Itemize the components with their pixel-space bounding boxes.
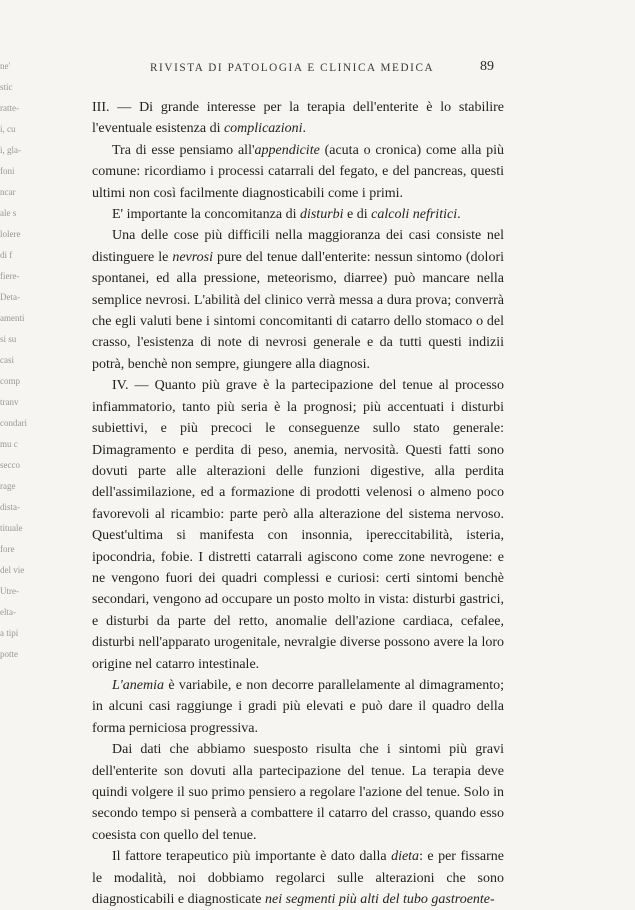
paragraph: [92, 204, 504, 225]
body-text: [92, 97, 504, 910]
text-run: E' importante la concomitanza di: [112, 207, 300, 223]
text-run: Dai dati che abbiamo suesposto risulta che i sintomi più gravi dell'enterite son dovuti alla partecipazione del tenue. La terapia deve quindi volgere il suo primo pensiero a regolare l'azione del tenue. Solo in secondo tempo si penserà a combattere il catarro del crasso, quando esso coesista con quello del tenue.: [92, 742, 504, 843]
text-run: IV. — Quanto più grave è la partecipazione del tenue al processo infiammatorio, tanto più seria è la prognosi; più accentuati i disturbi subiettivi, e più precoci le conseguenze sullo stato generale: Dimagramento e perdita di peso, anemia, nervosità. Questi fatti sono dovuti parte alle alterazioni delle funzioni digestive, alla perdita dell'assimilazione, ed a formazione di prodotti velenosi o almeno poco favorevoli al ricambio: parte però alla alterazione del sistema nervoso. Quest'ultima si manifesta con insonnia, ipereccitabilità, isteria, ipocondria, fobie. I distretti catarrali agiscono come zone nevrogene: e ne vengono fuori dei quadri complessi e curiosi: certi sintomi benchè secondari, vengono ad occupare un posto molto in vista: disturbi gastrici, e disturbi da parte del retto, anomalie dell'azione cardiaca, cefalee, disturbi nell'apparato urogenitale, nevralgie diverse possono avere la loro origine nel catarro intestinale.: [92, 378, 504, 672]
margin-fragment: ncar: [0, 187, 16, 197]
running-header: RIVISTA DI PATOLOGIA E CLINICA MEDICA: [150, 62, 435, 74]
text-run: pure del tenue dall'enterite: nessun sintomo (dolori spontanei, ed alla pressione, meteorismo, diarree) può mancare nella semplice nevrosi. L'abilità del clinico verrà messa a dura prova; converrà che egli valuti bene i sintomi concomitanti di catarro dello stomaco o del crasso, l'esistenza di note di nevrosi generale e da tutti questi indizii potrà, benchè non sempre, giungere alla diagnosi.: [92, 249, 504, 372]
margin-fragment: rage: [0, 481, 16, 491]
text-run: (acuta o cronica) come alla più comune: ricordiamo i processi catarrali del fegato, e del pancreas, questi ultimi non così facilmente diagnosticabili come i primi.: [92, 142, 504, 201]
margin-bleed-text: [0, 60, 34, 820]
margin-fragment: condari: [0, 418, 27, 428]
paragraph: [92, 225, 504, 375]
text-run: III. — Di grande interesse per la terapia dell'enterite è lo stabilire l'eventuale esistenza di: [92, 100, 504, 137]
margin-fragment: lolere: [0, 229, 21, 239]
paragraph: [92, 675, 504, 739]
margin-fragment: fore: [0, 544, 15, 554]
margin-fragment: stic: [0, 82, 13, 92]
text-run: .: [302, 121, 307, 137]
text-run: : e per fissarne le modalità, noi dobbiamo regolarci sulle alterazioni che sono diagnosticabili e diagnosticate: [92, 849, 504, 908]
margin-fragment: mu c: [0, 439, 18, 449]
paragraph: [92, 97, 504, 140]
paragraph: [92, 846, 504, 910]
margin-fragment: fiere-: [0, 271, 20, 281]
margin-fragment: casi: [0, 355, 14, 365]
margin-fragment: i, gla-: [0, 145, 21, 155]
italic-run: nevrosi: [172, 249, 214, 265]
margin-fragment: foni: [0, 166, 15, 176]
margin-fragment: secco: [0, 460, 20, 470]
page-number: 89: [480, 59, 494, 74]
margin-fragment: amenti: [0, 313, 25, 323]
italic-run: disturbi: [299, 207, 344, 223]
margin-fragment: di f: [0, 250, 13, 260]
italic-run: appendicite: [254, 142, 320, 158]
italic-run: calcoli nefritici: [371, 207, 458, 223]
italic-run: complicazioni: [223, 121, 303, 137]
margin-fragment: tranv: [0, 397, 19, 407]
margin-fragment: tituale: [0, 523, 23, 533]
margin-fragment: dista-: [0, 502, 20, 512]
paragraph: [92, 375, 504, 675]
text-run: e di: [343, 207, 372, 223]
text-run: Una delle cose più difficili nella maggioranza dei casi consiste nel distinguere le: [92, 228, 504, 265]
margin-fragment: si su: [0, 334, 17, 344]
paragraph: [92, 739, 504, 846]
text-run: è variabile, e non decorre parallelamente al dimagramento; in alcuni casi raggiunge i gradi più elevati e può dare il quadro della forma perniciosa progressiva.: [92, 677, 504, 736]
margin-fragment: potte: [0, 649, 18, 659]
margin-fragment: comp: [0, 376, 20, 386]
italic-run: nei segmenti più alti del tubo gastroente-: [265, 892, 495, 908]
margin-fragment: Deta-: [0, 292, 20, 302]
text-run: .: [457, 207, 461, 223]
text-run: Il fattore terapeutico più importante è dato dalla: [112, 849, 392, 865]
italic-run: L'anemia: [112, 677, 164, 693]
text-run: Tra di esse pensiamo all': [112, 142, 255, 158]
margin-fragment: a tipi: [0, 628, 19, 638]
margin-fragment: del vie: [0, 565, 25, 575]
margin-fragment: elta-: [0, 607, 16, 617]
italic-run: dieta: [391, 849, 420, 865]
margin-fragment: ale s: [0, 208, 17, 218]
margin-fragment: ratte-: [0, 103, 19, 113]
paragraph: [92, 140, 504, 204]
margin-fragment: Utre-: [0, 586, 19, 596]
margin-fragment: i, cu: [0, 124, 16, 134]
margin-fragment: ne': [0, 61, 11, 71]
